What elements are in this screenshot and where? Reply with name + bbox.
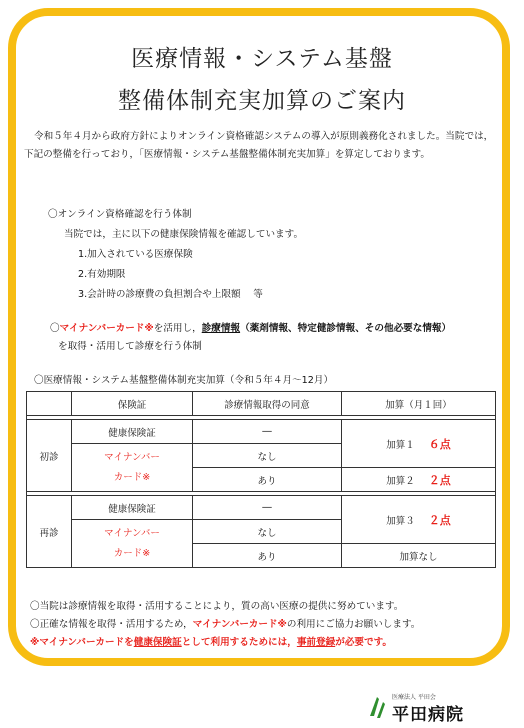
revisit-consent-dash: ―: [193, 496, 342, 520]
note-3c: が必要です。: [335, 637, 392, 648]
intro-paragraph: 令和５年４月から政府方針によりオンライン資格確認システムの導入が原則義務化されました。当院では，下記の整備を行っており，「医療情報・システム基盤整備体制充実加算」を算定しております。: [24, 131, 494, 160]
first-mynumber: [72, 444, 193, 492]
section2-underlined: 診療情報: [201, 323, 241, 334]
first-mynumber-b: カード※: [113, 471, 151, 483]
first-consent-yes: あり: [193, 468, 342, 492]
note-3-registration: 事前登録: [296, 637, 336, 648]
table-header-blank: [27, 392, 72, 416]
note-3: [30, 634, 392, 652]
row-first-label: 初診: [27, 420, 72, 492]
revisit-no-addition: 加算なし: [342, 544, 496, 568]
section1-heading: 〇オンライン資格確認を行う体制: [48, 209, 192, 220]
logo-org-name: 医療法人 平田会: [392, 694, 436, 701]
revisit-insurance: 健康保険証: [72, 496, 193, 520]
revisit-add3: [342, 496, 496, 544]
first-consent-none-dash: ―: [193, 420, 342, 444]
revisit-add3-label: 加算３: [386, 515, 415, 527]
section2-line1: [50, 320, 451, 338]
hospital-mark-icon: [366, 694, 388, 720]
table-header-addition: 加算（月１回）: [342, 392, 496, 416]
first-insurance: 健康保険証: [72, 420, 193, 444]
section2-bullet: 〇: [50, 323, 60, 334]
note-2: [30, 616, 420, 634]
first-add1-label: 加算１: [386, 439, 415, 451]
revisit-add3-points: ２点: [428, 513, 451, 527]
section1-item-2: 2.有効期限: [78, 269, 126, 280]
row-revisit-label: 再診: [27, 496, 72, 568]
revisit-consent-yes: あり: [193, 544, 342, 568]
note-1: 〇当院は診療情報を取得・活用することにより，質の高い医療の提供に努めています。: [30, 601, 404, 612]
hospital-logo: [366, 692, 490, 724]
note-2b: の利用にご協力お願いします。: [286, 619, 421, 630]
first-consent-no: なし: [193, 444, 342, 468]
table-header-insurance: 保険証: [72, 392, 193, 416]
logo-hospital-name: 平田病院: [392, 705, 464, 725]
first-add2: [342, 468, 496, 492]
table-caption: 〇医療情報・システム基盤整備体制充実加算（令和５年４月～12月）: [34, 375, 334, 386]
table-header-consent: 診療情報取得の同意: [193, 392, 342, 416]
revisit-consent-no: なし: [193, 520, 342, 544]
first-add2-label: 加算２: [386, 475, 415, 487]
fee-table: [26, 391, 496, 568]
section2-line2: を取得・活用して診療を行う体制: [58, 341, 202, 352]
section1-desc: 当院では，主に以下の健康保険情報を確認しています。: [64, 229, 304, 240]
first-add1-points: ６点: [428, 437, 451, 451]
page-title-line1: 医療情報・システム基盤: [131, 46, 393, 72]
note-2-mynumber: マイナンバーカード※: [192, 619, 287, 630]
revisit-mynumber: [72, 520, 193, 568]
note-3b: として利用するためには，: [181, 637, 297, 648]
section2-paren: （薬剤情報、特定健診情報、その他必要な情報）: [240, 323, 452, 334]
first-add1: [342, 420, 496, 468]
section2-mid: を活用し，: [153, 323, 202, 334]
first-mynumber-a: マイナンバー: [104, 451, 160, 463]
note-3-insurance: 健康保険証: [133, 637, 182, 648]
revisit-mynumber-a: マイナンバー: [104, 527, 160, 539]
revisit-mynumber-b: カード※: [113, 547, 151, 559]
note-2a: 〇正確な情報を取得・活用するため，: [30, 619, 193, 630]
page-title-line2: 整備体制充実加算のご案内: [118, 88, 406, 114]
section2-mynumber: マイナンバーカード※: [59, 323, 154, 334]
section1-item-3: 3.会計時の診療費の負担割合や上限額 等: [78, 289, 263, 300]
first-add2-points: ２点: [428, 473, 451, 487]
note-3a: ※マイナンバーカードを: [30, 637, 134, 648]
section1-item-1: 1.加入されている医療保険: [78, 249, 193, 260]
